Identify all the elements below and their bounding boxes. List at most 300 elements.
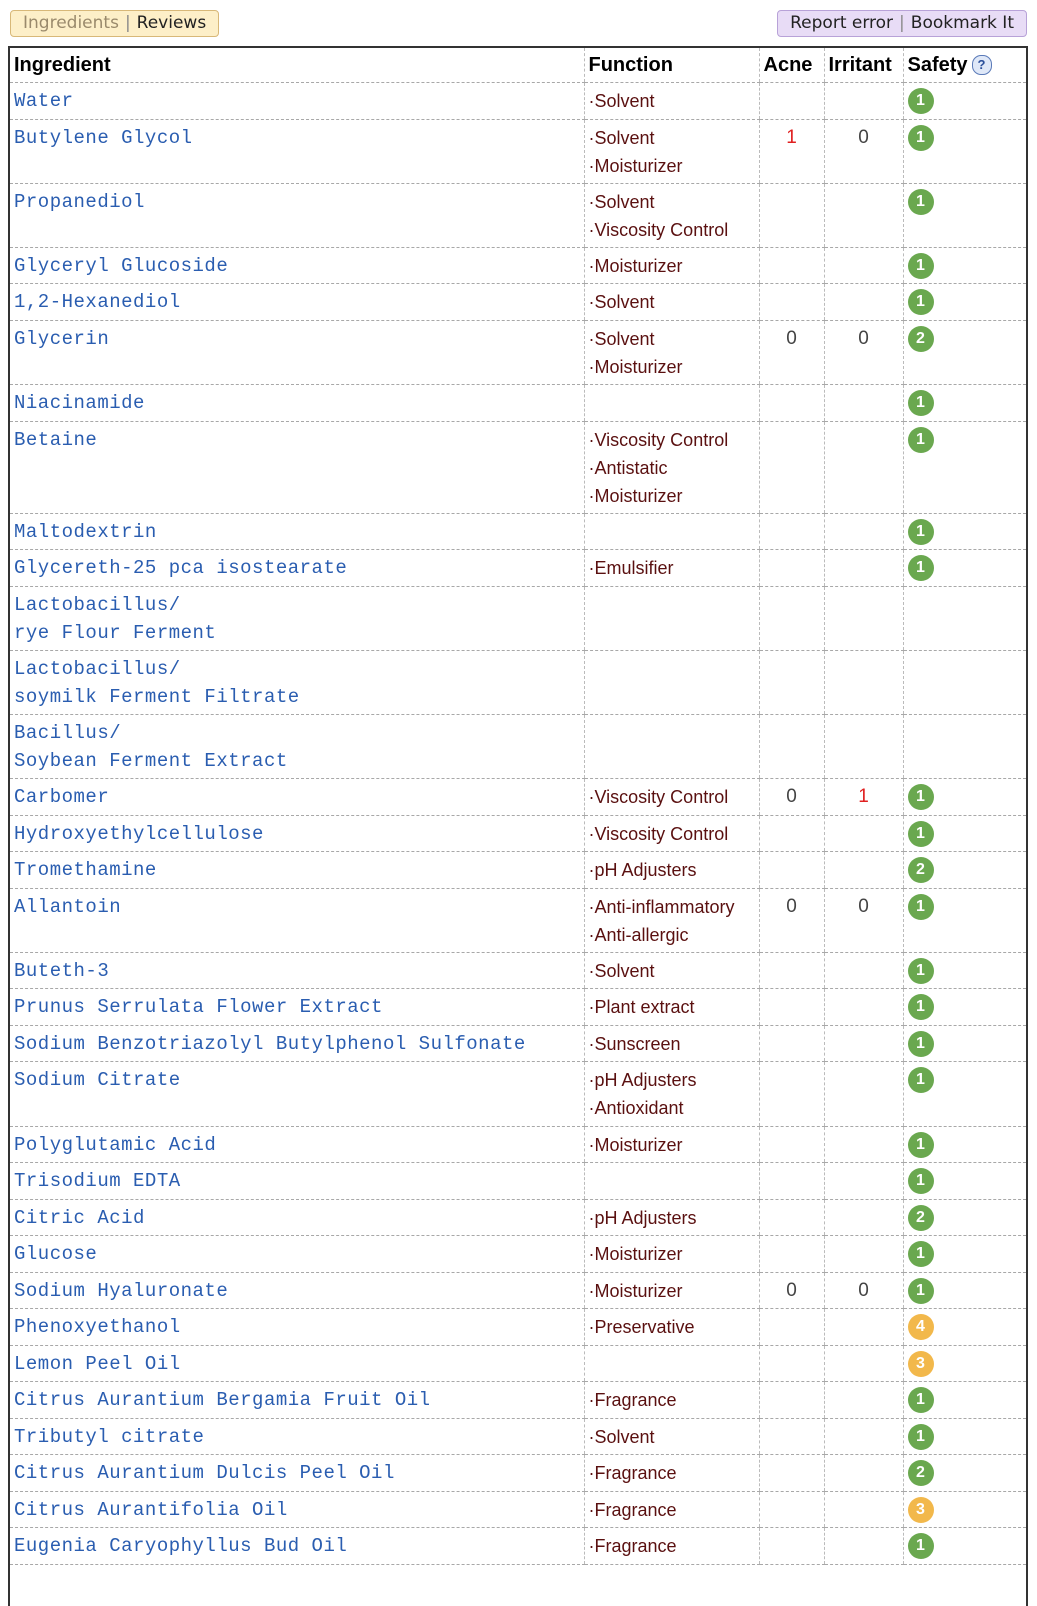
safety-rating-badge: 1	[908, 1278, 934, 1304]
ingredient-link[interactable]: Propanediol	[14, 190, 145, 213]
safety-cell	[903, 1062, 1026, 1126]
function-label: ·Solvent	[588, 292, 655, 313]
action-links	[777, 10, 1027, 37]
function-label: ·Fragrance	[588, 1463, 677, 1483]
acne-rating	[759, 989, 824, 1026]
function-cell	[584, 1272, 759, 1309]
function-cell	[584, 83, 759, 120]
irritant-rating	[824, 550, 903, 587]
irritant-rating	[824, 650, 903, 714]
irritant-rating	[824, 385, 903, 422]
safety-cell	[903, 1126, 1026, 1163]
ingredient-link[interactable]: Citrus Aurantium Bergamia Fruit Oil	[14, 1389, 431, 1411]
irritant-rating	[824, 1491, 903, 1528]
safety-cell	[903, 1491, 1026, 1528]
function-cell	[584, 385, 759, 422]
function-label: ·Anti-allergic	[588, 924, 689, 945]
function-cell	[584, 1455, 759, 1492]
tab-separator: |	[124, 13, 131, 33]
ingredient-cell	[10, 1163, 584, 1200]
safety-rating-badge: 1	[908, 88, 934, 114]
function-label: ·Moisturizer	[588, 155, 683, 176]
safety-cell	[903, 119, 1026, 183]
ingredient-cell	[10, 247, 584, 284]
safety-cell	[903, 513, 1026, 550]
safety-cell	[903, 1382, 1026, 1419]
safety-rating-badge: 1	[908, 427, 934, 453]
irritant-rating	[824, 989, 903, 1026]
safety-rating-badge: 2	[908, 857, 934, 883]
ingredient-link[interactable]: Water	[14, 90, 74, 112]
safety-rating-badge: 4	[908, 1314, 934, 1340]
ingredient-cell	[10, 550, 584, 587]
table-row	[10, 779, 1026, 816]
function-label: ·Viscosity Control	[588, 823, 729, 844]
safety-rating-badge: 3	[908, 1351, 934, 1377]
acne-rating	[759, 952, 824, 989]
ingredient-link[interactable]: Lemon Peel Oil	[14, 1352, 181, 1375]
function-label: ·Viscosity Control	[588, 429, 729, 450]
ingredient-cell	[10, 1418, 584, 1455]
function-label: ·Moisturizer	[588, 485, 683, 506]
ingredient-link[interactable]: 1,2-Hexanediol	[14, 291, 181, 314]
safety-rating-badge: 1	[908, 1031, 934, 1057]
irritant-rating	[824, 513, 903, 550]
function-label: ·Viscosity Control	[588, 219, 729, 240]
ingredient-link[interactable]: Phenoxyethanol	[14, 1316, 181, 1338]
function-label: ·Solvent	[588, 960, 655, 981]
function-cell	[584, 952, 759, 989]
function-label: ·Sunscreen	[588, 1033, 681, 1054]
function-label: ·Solvent	[588, 91, 655, 111]
safety-cell	[903, 1418, 1026, 1455]
safety-rating-badge: 1	[908, 253, 934, 279]
ingredient-cell	[10, 989, 584, 1026]
acne-rating	[759, 421, 824, 513]
ingredient-cell	[10, 320, 584, 384]
ingredient-cell	[10, 119, 584, 183]
safety-cell	[903, 183, 1026, 247]
action-separator: |	[899, 13, 905, 33]
function-label: ·Fragrance	[588, 1390, 677, 1410]
safety-rating-badge: 1	[908, 1424, 934, 1450]
acne-rating	[759, 1025, 824, 1062]
safety-cell	[903, 1528, 1026, 1565]
irritant-rating	[824, 1455, 903, 1492]
ingredient-cell	[10, 1236, 584, 1273]
function-label: ·pH Adjusters	[588, 860, 697, 881]
function-cell	[584, 1062, 759, 1126]
table-row	[10, 119, 1026, 183]
safety-rating-badge: 1	[908, 784, 934, 810]
ingredient-cell	[10, 1455, 584, 1492]
irritant-rating	[824, 714, 903, 778]
acne-rating	[759, 1199, 824, 1236]
acne-rating	[759, 1126, 824, 1163]
safety-cell	[903, 1309, 1026, 1346]
table-body	[10, 83, 1026, 1565]
acne-rating	[759, 1382, 824, 1419]
function-cell	[584, 888, 759, 952]
ingredient-link[interactable]: Bacillus/	[14, 721, 122, 744]
irritant-rating	[824, 83, 903, 120]
table-row	[10, 1382, 1026, 1419]
function-cell	[584, 586, 759, 650]
ingredient-cell	[10, 183, 584, 247]
acne-rating	[759, 714, 824, 778]
acne-rating	[759, 852, 824, 889]
safety-rating-badge: 1	[908, 189, 934, 215]
irritant-rating	[824, 1025, 903, 1062]
ingredient-link[interactable]: Citric Acid	[14, 1206, 145, 1229]
irritant-rating	[824, 1382, 903, 1419]
function-cell	[584, 513, 759, 550]
safety-cell	[903, 1455, 1026, 1492]
ingredient-link[interactable]: Soybean Ferment Extract	[14, 749, 288, 772]
irritant-rating	[824, 1199, 903, 1236]
function-cell	[584, 1345, 759, 1382]
function-cell	[584, 1309, 759, 1346]
irritant-rating	[824, 1418, 903, 1455]
function-cell	[584, 1126, 759, 1163]
ingredients-table-container	[8, 46, 1028, 1606]
acne-rating: 0	[759, 779, 824, 816]
acne-rating	[759, 815, 824, 852]
irritant-rating: 0	[824, 888, 903, 952]
function-label: ·Antistatic	[588, 457, 668, 478]
acne-rating: 1	[759, 119, 824, 183]
safety-cell	[903, 1272, 1026, 1309]
acne-rating	[759, 550, 824, 587]
function-cell	[584, 989, 759, 1026]
safety-rating-badge: 1	[908, 1387, 934, 1413]
safety-rating-badge: 1	[908, 555, 934, 581]
header-safety-label: Safety	[907, 53, 968, 76]
ingredient-cell	[10, 1528, 584, 1565]
ingredient-cell	[10, 385, 584, 422]
acne-rating	[759, 183, 824, 247]
table-row	[10, 183, 1026, 247]
safety-cell	[903, 385, 1026, 422]
ingredient-link[interactable]: Allantoin	[14, 895, 122, 918]
tab-reviews[interactable]: Reviews	[136, 13, 207, 33]
acne-rating	[759, 1309, 824, 1346]
safety-cell	[903, 421, 1026, 513]
ingredient-cell	[10, 888, 584, 952]
ingredient-cell	[10, 1126, 584, 1163]
table-row	[10, 1199, 1026, 1236]
ingredient-link[interactable]: Niacinamide	[14, 392, 145, 415]
tab-ingredients[interactable]: Ingredients	[23, 13, 119, 33]
function-cell	[584, 1528, 759, 1565]
safety-rating-badge: 1	[908, 125, 934, 151]
safety-rating-badge: 1	[908, 821, 934, 847]
ingredient-link[interactable]: Lactobacillus/	[14, 657, 181, 680]
ingredient-link[interactable]: Citrus Aurantium Dulcis Peel Oil	[14, 1462, 395, 1484]
ingredient-cell	[10, 1199, 584, 1236]
acne-rating	[759, 650, 824, 714]
safety-cell	[903, 888, 1026, 952]
safety-cell	[903, 550, 1026, 587]
function-label: ·Antioxidant	[588, 1098, 684, 1119]
ingredient-link[interactable]: Butylene Glycol	[14, 126, 193, 149]
function-label: ·Moisturizer	[588, 356, 683, 377]
function-label: ·Moisturizer	[588, 255, 683, 276]
function-cell	[584, 1025, 759, 1062]
table-row	[10, 952, 1026, 989]
table-row	[10, 421, 1026, 513]
table-header-row	[10, 48, 1026, 83]
acne-rating: 0	[759, 320, 824, 384]
function-cell	[584, 421, 759, 513]
table-row	[10, 1528, 1026, 1565]
acne-rating	[759, 1418, 824, 1455]
safety-cell	[903, 952, 1026, 989]
ingredient-link[interactable]: Betaine	[14, 428, 98, 451]
function-label: ·Anti-inflammatory	[588, 896, 735, 917]
function-label: ·Moisturizer	[588, 1134, 683, 1155]
safety-cell	[903, 1199, 1026, 1236]
function-label: ·Emulsifier	[588, 558, 674, 579]
ingredient-link[interactable]: Hydroxyethylcellulose	[14, 822, 264, 845]
safety-rating-badge: 1	[908, 1132, 934, 1158]
acne-rating: 0	[759, 888, 824, 952]
function-cell	[584, 815, 759, 852]
table-row	[10, 1062, 1026, 1126]
ingredient-link[interactable]: Sodium Citrate	[14, 1069, 181, 1092]
ingredient-link[interactable]: Trisodium EDTA	[14, 1170, 181, 1192]
function-label: ·Solvent	[588, 1426, 655, 1447]
table-row	[10, 550, 1026, 587]
safety-rating-badge: 1	[908, 1168, 934, 1194]
ingredient-link[interactable]: Glucose	[14, 1243, 98, 1265]
function-cell	[584, 550, 759, 587]
ingredient-cell	[10, 852, 584, 889]
safety-cell	[903, 320, 1026, 384]
irritant-rating	[824, 247, 903, 284]
safety-cell	[903, 1025, 1026, 1062]
function-label: ·pH Adjusters	[588, 1070, 697, 1091]
irritant-rating: 0	[824, 320, 903, 384]
function-label: ·Fragrance	[588, 1499, 677, 1520]
table-row	[10, 284, 1026, 321]
function-label: ·Moisturizer	[588, 1244, 683, 1264]
acne-rating	[759, 247, 824, 284]
acne-rating	[759, 1455, 824, 1492]
safety-cell	[903, 815, 1026, 852]
safety-rating-badge: 1	[908, 994, 934, 1020]
ingredient-cell	[10, 1272, 584, 1309]
function-label: ·Moisturizer	[588, 1280, 683, 1301]
header-function: Function	[584, 48, 759, 83]
ingredient-cell	[10, 513, 584, 550]
function-label: ·Solvent	[588, 127, 655, 148]
table-row	[10, 1491, 1026, 1528]
safety-cell	[903, 247, 1026, 284]
safety-cell	[903, 650, 1026, 714]
ingredient-link[interactable]: Tromethamine	[14, 859, 157, 882]
function-cell	[584, 1163, 759, 1200]
ingredient-link[interactable]: Glyceryl Glucoside	[14, 254, 229, 277]
ingredient-cell	[10, 779, 584, 816]
irritant-rating	[824, 284, 903, 321]
ingredient-cell	[10, 650, 584, 714]
table-row	[10, 815, 1026, 852]
safety-rating-badge: 1	[908, 1241, 934, 1267]
safety-rating-badge: 2	[908, 326, 934, 352]
table-row	[10, 1126, 1026, 1163]
safety-cell	[903, 586, 1026, 650]
function-cell	[584, 650, 759, 714]
irritant-rating: 1	[824, 779, 903, 816]
table-row	[10, 247, 1026, 284]
function-label: ·Solvent	[588, 191, 655, 212]
ingredient-link[interactable]: Tributyl citrate	[14, 1425, 205, 1448]
function-cell	[584, 1491, 759, 1528]
function-cell	[584, 714, 759, 778]
table-row	[10, 1455, 1026, 1492]
acne-rating	[759, 1163, 824, 1200]
irritant-rating: 0	[824, 119, 903, 183]
irritant-rating: 0	[824, 1272, 903, 1309]
safety-cell	[903, 284, 1026, 321]
function-cell	[584, 247, 759, 284]
ingredient-link[interactable]: rye Flour Ferment	[14, 621, 217, 644]
function-label: ·Plant extract	[588, 997, 695, 1018]
ingredient-cell	[10, 714, 584, 778]
function-cell	[584, 183, 759, 247]
function-label: ·Preservative	[588, 1317, 695, 1337]
ingredient-link[interactable]: Glycereth-25 pca isostearate	[14, 557, 348, 580]
function-label: ·Viscosity Control	[588, 787, 729, 808]
irritant-rating	[824, 421, 903, 513]
safety-rating-badge: 1	[908, 289, 934, 315]
ingredient-cell	[10, 952, 584, 989]
table-row	[10, 1345, 1026, 1382]
irritant-rating	[824, 852, 903, 889]
irritant-rating	[824, 586, 903, 650]
ingredients-table	[10, 48, 1026, 1565]
safety-cell	[903, 83, 1026, 120]
safety-rating-badge: 3	[908, 1497, 934, 1523]
ingredient-cell	[10, 1491, 584, 1528]
function-cell	[584, 779, 759, 816]
safety-rating-badge: 1	[908, 1067, 934, 1093]
irritant-rating	[824, 1345, 903, 1382]
ingredient-link[interactable]: Buteth-3	[14, 959, 110, 982]
ingredient-cell	[10, 1382, 584, 1419]
irritant-rating	[824, 1126, 903, 1163]
acne-rating	[759, 1062, 824, 1126]
ingredient-link[interactable]: Citrus Aurantifolia Oil	[14, 1498, 288, 1521]
table-row	[10, 586, 1026, 650]
irritant-rating	[824, 952, 903, 989]
safety-rating-badge: 1	[908, 519, 934, 545]
safety-rating-badge: 1	[908, 958, 934, 984]
acne-rating	[759, 1345, 824, 1382]
ingredient-cell	[10, 1345, 584, 1382]
table-row	[10, 1236, 1026, 1273]
ingredient-link[interactable]: Lactobacillus/	[14, 593, 181, 616]
table-row	[10, 513, 1026, 550]
safety-cell	[903, 1163, 1026, 1200]
tab-switcher	[10, 10, 219, 37]
ingredient-cell	[10, 421, 584, 513]
irritant-rating	[824, 1528, 903, 1565]
header-safety	[903, 48, 1026, 83]
irritant-rating	[824, 1062, 903, 1126]
table-row	[10, 888, 1026, 952]
top-toolbar	[0, 0, 1037, 46]
function-cell	[584, 320, 759, 384]
function-cell	[584, 1382, 759, 1419]
table-row	[10, 989, 1026, 1026]
report-error-link[interactable]: Report error	[790, 13, 894, 33]
ingredient-link[interactable]: Sodium Benzotriazolyl Butylphenol Sulfonate	[14, 1032, 526, 1055]
function-cell	[584, 284, 759, 321]
irritant-rating	[824, 1163, 903, 1200]
help-icon[interactable]: ?	[972, 55, 992, 75]
bookmark-link[interactable]: Bookmark It	[910, 13, 1014, 33]
ingredient-cell	[10, 284, 584, 321]
acne-rating	[759, 1236, 824, 1273]
table-row	[10, 1309, 1026, 1346]
ingredient-cell	[10, 1309, 584, 1346]
acne-rating	[759, 83, 824, 120]
acne-rating	[759, 284, 824, 321]
ingredient-link[interactable]: Eugenia Caryophyllus Bud Oil	[14, 1535, 348, 1557]
safety-cell	[903, 1236, 1026, 1273]
function-label: ·Fragrance	[588, 1536, 677, 1556]
safety-rating-badge: 1	[908, 390, 934, 416]
safety-cell	[903, 714, 1026, 778]
ingredient-cell	[10, 586, 584, 650]
table-row	[10, 385, 1026, 422]
function-cell	[584, 1236, 759, 1273]
table-row	[10, 1025, 1026, 1062]
table-row	[10, 1418, 1026, 1455]
function-cell	[584, 1418, 759, 1455]
table-row	[10, 83, 1026, 120]
safety-rating-badge: 1	[908, 1533, 934, 1559]
safety-rating-badge: 2	[908, 1460, 934, 1486]
table-row	[10, 1272, 1026, 1309]
table-row	[10, 650, 1026, 714]
header-irritant: Irritant	[824, 48, 903, 83]
table-row	[10, 320, 1026, 384]
function-cell	[584, 1199, 759, 1236]
ingredient-link[interactable]: Carbomer	[14, 786, 110, 809]
ingredient-cell	[10, 1062, 584, 1126]
ingredient-cell	[10, 83, 584, 120]
ingredient-link[interactable]: Maltodextrin	[14, 520, 157, 543]
ingredient-link[interactable]: Polyglutamic Acid	[14, 1133, 217, 1156]
header-ingredient: Ingredient	[10, 48, 584, 83]
irritant-rating	[824, 815, 903, 852]
ingredient-link[interactable]: Prunus Serrulata Flower Extract	[14, 996, 383, 1019]
table-row	[10, 714, 1026, 778]
ingredient-link[interactable]: Sodium Hyaluronate	[14, 1279, 229, 1302]
table-row	[10, 1163, 1026, 1200]
safety-rating-badge: 1	[908, 894, 934, 920]
safety-cell	[903, 1345, 1026, 1382]
table-row	[10, 852, 1026, 889]
irritant-rating	[824, 1236, 903, 1273]
ingredient-link[interactable]: soymilk Ferment Filtrate	[14, 685, 300, 708]
ingredient-link[interactable]: Glycerin	[14, 327, 110, 350]
safety-rating-badge: 2	[908, 1205, 934, 1231]
function-cell	[584, 852, 759, 889]
